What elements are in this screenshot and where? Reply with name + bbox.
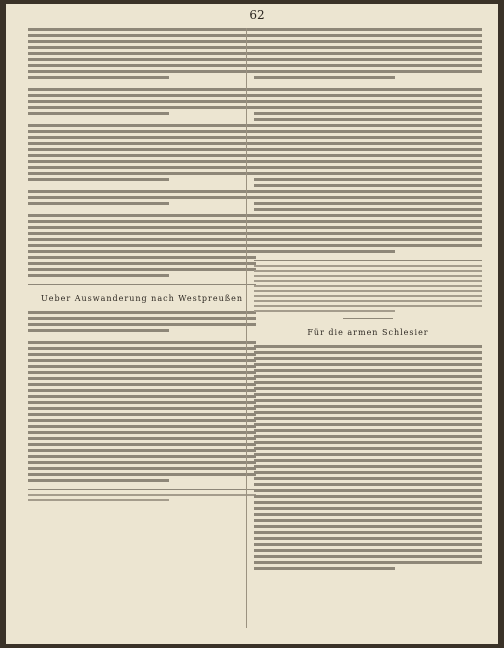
text-line: [28, 250, 256, 253]
text-line: [254, 561, 482, 564]
text-line: [254, 265, 482, 267]
paragraph: [28, 28, 256, 79]
section-divider: [343, 318, 393, 319]
text-line: [254, 142, 482, 145]
text-line: [254, 351, 482, 354]
paragraph: [254, 88, 482, 253]
text-line: [254, 154, 482, 157]
text-line: [254, 393, 482, 396]
text-line: [28, 461, 256, 464]
text-line: [254, 357, 482, 360]
text-line: [28, 431, 256, 434]
text-line: [254, 136, 482, 139]
text-line: [28, 232, 256, 235]
text-line: [28, 389, 256, 392]
text-line: [28, 317, 256, 320]
paragraph: [28, 214, 256, 277]
text-line: [254, 305, 482, 307]
text-line: [28, 437, 256, 440]
text-line: [254, 196, 482, 199]
section-divider: [28, 284, 256, 285]
text-line: [254, 465, 482, 468]
text-line: [28, 226, 256, 229]
text-line: [28, 449, 256, 452]
section-heading-emigration: Ueber Auswanderung nach Westpreußen: [41, 294, 243, 303]
text-line: [28, 413, 256, 416]
text-line: [28, 244, 256, 247]
text-line: [28, 238, 256, 241]
section-heading-silesians: Für die armen Schlesier: [307, 328, 429, 337]
text-line: [254, 310, 395, 312]
text-line: [254, 531, 482, 534]
text-line: [28, 401, 256, 404]
text-line: [254, 447, 482, 450]
text-line: [254, 232, 482, 235]
text-line: [254, 477, 482, 480]
left-column: [28, 28, 256, 504]
text-line: [28, 112, 169, 115]
text-line: [254, 555, 482, 558]
text-line: [28, 106, 256, 109]
emigration-article-text: [28, 311, 256, 482]
text-line: [28, 383, 256, 386]
text-line: [28, 190, 256, 193]
paragraph: [254, 28, 482, 79]
right-footnote: [254, 265, 482, 312]
text-line: [28, 70, 256, 73]
text-line: [254, 381, 482, 384]
text-line: [254, 519, 482, 522]
text-line: [254, 172, 482, 175]
text-line: [28, 64, 256, 67]
text-line: [28, 100, 256, 103]
text-line: [28, 88, 256, 91]
text-line: [28, 353, 256, 356]
text-line: [254, 178, 482, 181]
text-line: [28, 395, 256, 398]
footnote-divider: [254, 260, 482, 261]
text-line: [28, 494, 256, 496]
text-line: [254, 40, 482, 43]
text-line: [254, 399, 482, 402]
text-line: [254, 295, 482, 297]
text-line: [28, 473, 256, 476]
paragraph: [28, 88, 256, 115]
page-number: 62: [249, 8, 265, 22]
text-line: [254, 387, 482, 390]
text-line: [254, 112, 482, 115]
text-line: [28, 124, 256, 127]
text-line: [254, 495, 482, 498]
text-line: [254, 76, 395, 79]
text-line: [254, 130, 482, 133]
left-column-text: [28, 28, 256, 277]
text-line: [28, 377, 256, 380]
text-line: [254, 160, 482, 163]
text-line: [254, 94, 482, 97]
text-line: [254, 124, 482, 127]
text-line: [254, 238, 482, 241]
paragraph: [28, 494, 256, 501]
text-line: [254, 58, 482, 61]
text-line: [28, 341, 256, 344]
text-line: [254, 208, 482, 211]
text-line: [254, 118, 482, 121]
text-line: [254, 543, 482, 546]
text-line: [28, 178, 169, 181]
text-line: [28, 256, 256, 259]
text-line: [254, 453, 482, 456]
text-line: [254, 148, 482, 151]
text-line: [254, 375, 482, 378]
paragraph: [254, 345, 482, 570]
text-line: [254, 513, 482, 516]
text-line: [28, 311, 256, 314]
text-line: [254, 501, 482, 504]
paragraph: [28, 341, 256, 482]
text-line: [254, 275, 482, 277]
text-line: [28, 46, 256, 49]
text-line: [254, 363, 482, 366]
right-column: [254, 28, 482, 573]
text-line: [254, 250, 395, 253]
text-line: [254, 70, 482, 73]
text-line: [254, 290, 482, 292]
text-line: [28, 419, 256, 422]
left-footnote: [28, 494, 256, 501]
text-line: [254, 184, 482, 187]
scanned-page: [6, 4, 498, 644]
text-line: [254, 270, 482, 272]
text-line: [28, 329, 169, 332]
text-line: [254, 106, 482, 109]
text-line: [254, 369, 482, 372]
paragraph: [28, 190, 256, 205]
text-line: [28, 94, 256, 97]
text-line: [254, 441, 482, 444]
text-line: [254, 537, 482, 540]
text-line: [254, 489, 482, 492]
silesians-list-text: [254, 345, 482, 570]
text-line: [254, 34, 482, 37]
text-line: [254, 226, 482, 229]
text-line: [28, 76, 169, 79]
right-column-text: [254, 28, 482, 253]
text-line: [28, 268, 256, 271]
text-line: [28, 148, 256, 151]
text-line: [254, 244, 482, 247]
text-line: [28, 130, 256, 133]
text-line: [254, 166, 482, 169]
text-line: [28, 262, 256, 265]
text-line: [254, 190, 482, 193]
text-line: [28, 154, 256, 157]
text-line: [254, 417, 482, 420]
text-line: [254, 88, 482, 91]
paragraph: [28, 124, 256, 181]
text-line: [254, 405, 482, 408]
text-line: [28, 220, 256, 223]
text-line: [254, 300, 482, 302]
text-line: [254, 549, 482, 552]
text-line: [28, 40, 256, 43]
text-line: [28, 407, 256, 410]
column-divider: [246, 28, 247, 628]
text-line: [28, 359, 256, 362]
text-line: [28, 467, 256, 470]
text-line: [254, 280, 482, 282]
text-line: [28, 499, 169, 501]
text-line: [254, 471, 482, 474]
text-line: [254, 411, 482, 414]
text-line: [28, 365, 256, 368]
text-line: [254, 435, 482, 438]
text-line: [254, 525, 482, 528]
text-line: [28, 172, 256, 175]
text-line: [28, 28, 256, 31]
text-line: [28, 136, 256, 139]
text-line: [254, 345, 482, 348]
text-line: [254, 214, 482, 217]
text-line: [254, 202, 482, 205]
text-line: [28, 58, 256, 61]
text-line: [28, 371, 256, 374]
text-line: [254, 483, 482, 486]
text-line: [254, 64, 482, 67]
text-line: [28, 274, 169, 277]
text-line: [28, 455, 256, 458]
text-line: [254, 52, 482, 55]
text-line: [28, 214, 256, 217]
text-line: [28, 160, 256, 163]
text-line: [254, 459, 482, 462]
text-line: [28, 323, 256, 326]
text-line: [28, 34, 256, 37]
text-line: [254, 285, 482, 287]
text-line: [254, 429, 482, 432]
text-line: [28, 142, 256, 145]
text-line: [28, 196, 256, 199]
text-line: [254, 46, 482, 49]
text-line: [28, 479, 169, 482]
text-line: [254, 567, 395, 570]
text-line: [28, 347, 256, 350]
text-line: [28, 425, 256, 428]
footnote-divider: [28, 489, 256, 490]
text-line: [254, 423, 482, 426]
text-line: [254, 28, 482, 31]
text-line: [254, 220, 482, 223]
paragraph: [28, 311, 256, 332]
text-line: [28, 52, 256, 55]
text-line: [28, 443, 256, 446]
paragraph: [254, 265, 482, 312]
text-line: [28, 166, 256, 169]
text-line: [254, 507, 482, 510]
text-line: [28, 202, 169, 205]
text-line: [254, 100, 482, 103]
